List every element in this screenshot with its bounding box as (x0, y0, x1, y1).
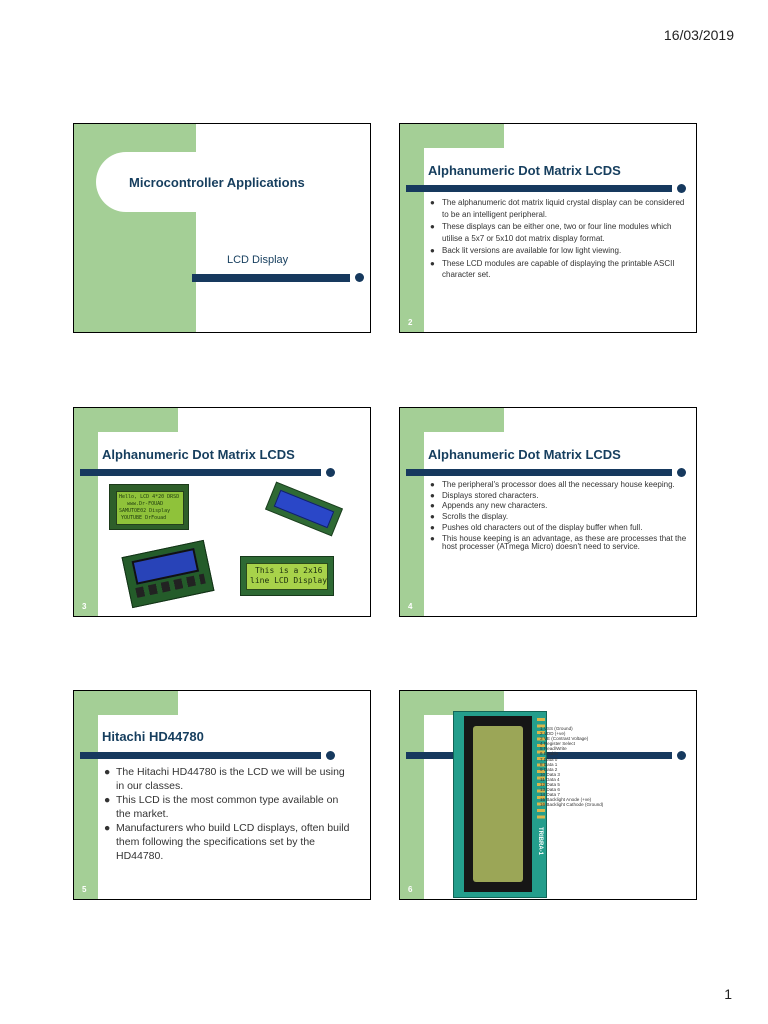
lcd-photo-4x20 (109, 484, 189, 530)
slide-rule (406, 469, 672, 476)
pin-label: 12 Data 5 (540, 782, 560, 788)
lcd-text-line: Hello, LCD 4*20 DRSD (119, 494, 180, 500)
slide-title: Alphanumeric Dot Matrix LCDS (428, 447, 621, 462)
slide-number: 2 (408, 318, 413, 327)
pin-label: 16 Backlight Cathode (Ground) (540, 802, 604, 808)
slide-title: Alphanumeric Dot Matrix LCDS (428, 163, 621, 178)
slide-number: 3 (82, 602, 87, 611)
list-item: ● Scrolls the display. (430, 513, 694, 522)
pin-label: 11 Data 4 (540, 776, 560, 782)
lcd-text-line: www.Dr-FOUAD (127, 501, 164, 507)
slide-rule (192, 274, 350, 282)
slide-accent-corner (74, 691, 178, 715)
board-label: TRIBRA-1 (537, 827, 543, 855)
pin-label: 8 Data 1 (540, 761, 558, 767)
pin-label: 4 Register Select (540, 741, 575, 747)
lcd-text-line: SAMUTOE02 Display (119, 508, 171, 514)
lcd-screen (274, 490, 335, 528)
pin-label: 6 Enable (540, 751, 559, 757)
slide-accent-strip (74, 408, 98, 616)
slide-rule-dot (677, 468, 686, 477)
slide-title: Alphanumeric Dot Matrix LCDS (102, 447, 295, 462)
page-number: 1 (724, 986, 732, 1002)
list-item: ● This LCD is the most common type available on the market. (104, 793, 354, 821)
list-item: ● Appends any new characters. (430, 502, 694, 511)
list-item: ● Pushes old characters out of the display buffer when full. (430, 524, 694, 533)
slide-accent-corner (400, 408, 504, 432)
list-item: ● The alphanumeric dot matrix liquid crystal display can be considered to be an intelligent peripheral. (430, 197, 692, 220)
slide-rule (406, 185, 672, 192)
pin-label: 1 VSS (Ground) (540, 726, 573, 731)
slide-rule (80, 469, 321, 476)
bullet-list (430, 197, 692, 281)
list-item: ● These displays can be either one, two or four line modules which utilise a 5x7 or 5x10 dot matrix display format. (430, 221, 692, 244)
slide-accent-corner (74, 408, 178, 432)
list-item: ● These LCD modules are capable of displaying the printable ASCII character set. (430, 258, 692, 281)
slide-1 (73, 123, 371, 333)
slide-accent-strip (400, 408, 424, 616)
slide-subtitle: LCD Display (227, 254, 289, 266)
slide-rule-dot (677, 184, 686, 193)
pin-label: 13 Data 6 (540, 787, 560, 793)
lcd-bezel (464, 716, 532, 892)
pin-label: 5 Read/Write (540, 746, 567, 752)
slide-rule-dot (677, 751, 686, 760)
slide-number: 4 (408, 602, 413, 611)
pin-label: 7 Data 0 (540, 756, 558, 762)
list-item: ● Back lit versions are available for low light viewing. (430, 245, 692, 257)
lcd-photo-keypad-shield (122, 540, 215, 608)
list-item: ● This house keeping is an advantage, as these are processes that the host processer (ATmega Micro) doesn't need to service. (430, 535, 694, 552)
bullet-list (430, 481, 694, 552)
pin-list (540, 726, 603, 808)
lcd-photo-blue-tilted (265, 482, 343, 537)
slide-4 (399, 407, 697, 617)
slide-title: Hitachi HD44780 (102, 729, 204, 744)
lcd-text-line: YOUTUBE DrFouad (121, 515, 167, 521)
slide-6 (399, 690, 697, 900)
slide-rule (80, 752, 321, 759)
pin-label: 2 VDD (+ve) (540, 731, 566, 737)
slide-accent-strip (400, 124, 424, 332)
slide-rule-dot (326, 751, 335, 760)
lcd-text-line: This is a 2x16 (255, 566, 323, 575)
slide-rule-dot (326, 468, 335, 477)
lcd-screen (116, 491, 184, 525)
pin-label: 15 Backlight Anode (+ve) (540, 797, 592, 803)
slide-title: Microcontroller Applications (129, 175, 305, 190)
page-date: 16/03/2019 (663, 27, 734, 43)
lcd-screen (473, 726, 523, 882)
list-item: ● Displays stored characters. (430, 492, 694, 501)
pin-label: 3 VE (Contrast Voltage) (540, 736, 589, 742)
pin-label: 14 Data 7 (540, 792, 560, 798)
pin-label: 9 Data 2 (540, 766, 558, 772)
bullet-list (104, 765, 354, 863)
list-item: ● The Hitachi HD44780 is the LCD we will be using in our classes. (104, 765, 354, 793)
lcd-screen (246, 563, 328, 590)
lcd-module-photo (453, 711, 547, 898)
slide-number: 6 (408, 885, 413, 894)
slide-5 (73, 690, 371, 900)
lcd-text-line: line LCD Display (250, 576, 328, 585)
list-item: ● The peripheral's processor does all the necessary house keeping. (430, 481, 694, 490)
slide-number: 5 (82, 885, 87, 894)
slide-accent-strip (400, 691, 424, 899)
pin-label: 10 Data 3 (540, 771, 560, 777)
slide-2 (399, 123, 697, 333)
slide-rule-dot (355, 273, 364, 282)
list-item: ● Manufacturers who build LCD displays, often build them following the specifications set by the HD44780. (104, 821, 354, 863)
slide-3 (73, 407, 371, 617)
lcd-photo-2x16 (240, 556, 334, 596)
slide-accent-corner (400, 124, 504, 148)
slide-accent-strip (74, 691, 98, 899)
